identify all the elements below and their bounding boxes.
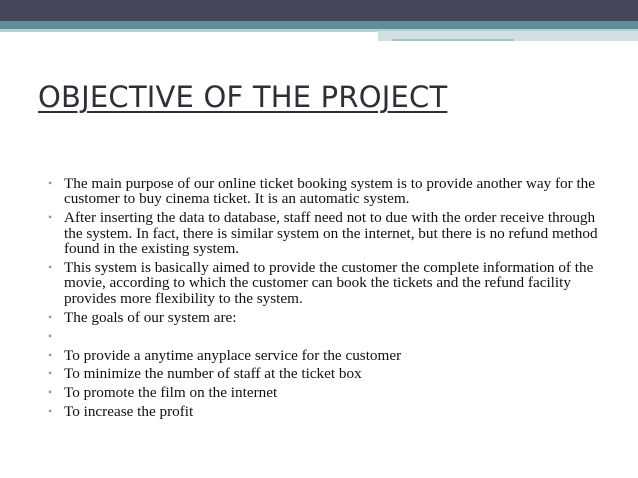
bullet-icon: • xyxy=(48,404,53,419)
bullet-item xyxy=(48,348,608,363)
bullet-item xyxy=(48,260,608,306)
bullet-icon: • xyxy=(48,176,53,190)
bullet-icon: • xyxy=(48,328,53,343)
bullet-item xyxy=(48,366,608,381)
bullet-icon: • xyxy=(48,366,53,381)
slide-title: OBJECTIVE OF THE PROJECT xyxy=(38,80,448,114)
bullet-text: The goals of our system are: xyxy=(64,308,237,326)
bullet-icon: • xyxy=(48,210,53,225)
bullet-text: The main purpose of our online ticket booking system is to provide another way for the customer to buy cinema ticket. It is an automatic system. xyxy=(64,175,596,208)
bullet-item xyxy=(48,176,608,207)
header-accent-line xyxy=(392,39,514,41)
bullet-text: To provide a anytime anyplace service for the customer xyxy=(64,346,402,364)
bullet-text: To increase the profit xyxy=(64,403,194,421)
bullet-icon: • xyxy=(48,385,53,400)
bullet-text: This system is basically aimed to provide the customer the complete information of the movie, according to which the customer can book the tickets and the refund facility provides more flexibility to the system. xyxy=(64,259,594,307)
bullet-icon: • xyxy=(48,260,53,275)
bullet-text: To promote the film on the internet xyxy=(64,384,278,402)
bullet-text: After inserting the data to database, staff need not to due with the order receive through the system. In fact, there is similar system on the internet, but there is no refund method found in the existing system. xyxy=(64,209,598,258)
bullet-text: To minimize the number of staff at the ticket box xyxy=(64,365,362,383)
bullet-icon: • xyxy=(48,309,53,324)
header-band-dark xyxy=(0,0,638,21)
bullet-item-empty xyxy=(48,329,608,344)
bullet-item xyxy=(48,310,608,325)
bullet-item xyxy=(48,210,608,256)
bullet-item xyxy=(48,404,608,419)
header-band-teal xyxy=(0,21,638,29)
bullet-list xyxy=(48,176,608,423)
bullet-icon: • xyxy=(48,347,53,362)
bullet-item xyxy=(48,385,608,400)
